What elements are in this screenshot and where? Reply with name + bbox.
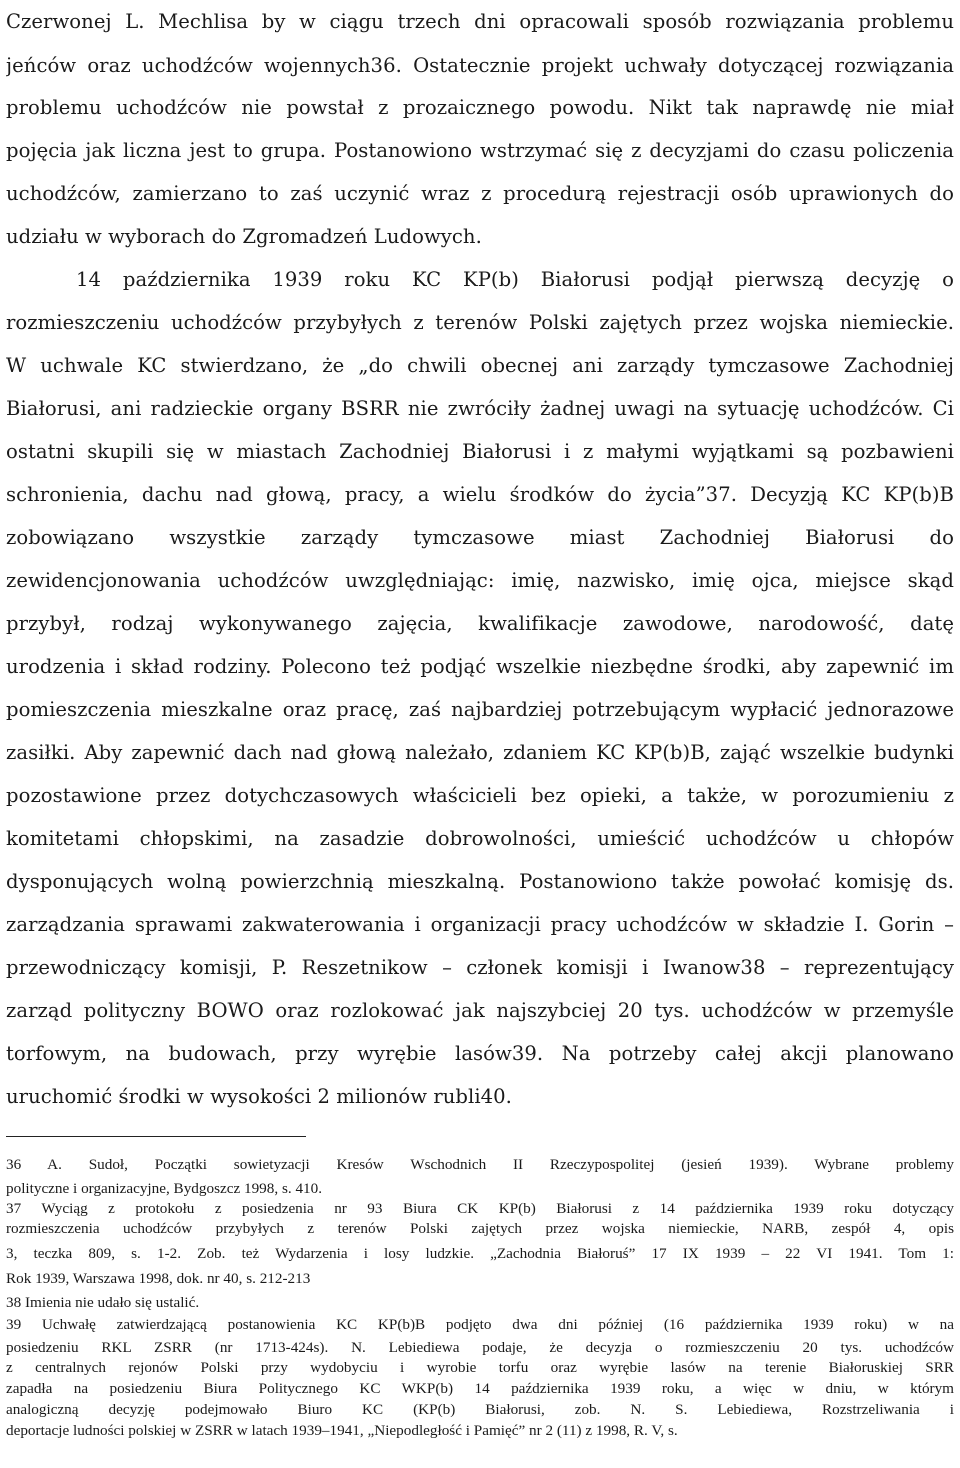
footnote-line: posiedzeniu RKL ZSRR (nr 1713-424s). N. Lebiediewa podaje, że decyzja o rozmieszczeniu 20 tys. uchodźców bbox=[6, 1339, 954, 1356]
body-line: pojęcia jak liczna jest to grupa. Postanowiono wstrzymać się z decyzjami do czasu policzenia bbox=[6, 139, 954, 162]
body-line: problemu uchodźców nie powstał z prozaicznego powodu. Nikt tak naprawdę nie miał bbox=[6, 96, 954, 119]
footnote-line: analogiczną decyzję podejmowało Biuro KC (KP(b) Białorusi, zob. N. S. Lebiediewa, Rozstrzeliwania i bbox=[6, 1401, 954, 1418]
footnote-line: 39 Uchwałę zatwierdzającą postanowienia KC KP(b)B podjęto dwa dni później (16 października 1939 roku) w na bbox=[6, 1316, 954, 1333]
body-line: zarząd polityczny BOWO oraz rozlokować jak najszybciej 20 tys. uchodźców w przemyśle bbox=[6, 999, 954, 1022]
footnote-line: rozmieszczenia uchodźców przybyłych z terenów Polski zajętych przez wojska niemieckie, NARB, zespół 4, opis bbox=[6, 1220, 954, 1237]
body-line: komitetami chłopskimi, na zasadzie dobrowolności, umieścić uchodźców u chłopów bbox=[6, 827, 954, 850]
footnote-line: zapadła na posiedzeniu Biura Politycznego KC WKP(b) 14 października 1939 roku, a więc w dniu, w którym bbox=[6, 1380, 954, 1397]
footnote-line: 3, teczka 809, s. 1-2. Zob. też Wydarzenia i losy ludzkie. „Zachodnia Białoruś” 17 IX 1939 – 22 VI 1941. Tom 1: bbox=[6, 1245, 954, 1262]
body-line: udziału w wyborach do Zgromadzeń Ludowych. bbox=[6, 225, 482, 248]
body-line: dysponujących wolną powierzchnią mieszkalną. Postanowiono także powołać komisję ds. bbox=[6, 870, 954, 893]
footnote-line: polityczne i organizacyjne, Bydgoszcz 1998, s. 410. bbox=[6, 1180, 323, 1197]
body-line: zobowiązano wszystkie zarządy tymczasowe miast Zachodniej Białorusi do bbox=[6, 526, 954, 549]
body-line: pomieszczenia mieszkalne oraz pracę, zaś najbardziej potrzebującym wypłacić jednorazowe bbox=[6, 698, 954, 721]
footnote-line: z centralnych rejonów Polski przy wydobyciu i wyrobie torfu oraz wyrębie lasów na terenie Białoruskiej SRR bbox=[6, 1359, 954, 1376]
body-line: uchodźców, zamierzano to zaś uczynić wraz z procedurą rejestracji osób uprawionych do bbox=[6, 182, 954, 205]
body-line: torfowym, na budowach, przy wyrębie lasów39. Na potrzeby całej akcji planowano bbox=[6, 1042, 954, 1065]
footnote-line: deportacje ludności polskiej w ZSRR w latach 1939–1941, „Niepodległość i Pamięć” nr 2 (11) z 1998, R. V, s. bbox=[6, 1422, 678, 1439]
body-line: urodzenia i skład rodziny. Polecono też podjąć wszelkie niezbędne środki, aby zapewnić im bbox=[6, 655, 954, 678]
body-line: 14 października 1939 roku KC KP(b) Białorusi podjął pierwszą decyzję o bbox=[76, 268, 954, 291]
footnote-separator bbox=[6, 1136, 306, 1137]
body-line: przewodniczący komisji, P. Reszetnikow – członek komisji i Iwanow38 – reprezentujący bbox=[6, 956, 954, 979]
body-line: Białorusi, ani radzieckie organy BSRR nie zwróciły żadnej uwagi na sytuację uchodźców. Ci bbox=[6, 397, 954, 420]
body-line: ostatni skupili się w miastach Zachodniej Białorusi i z małymi wyjątkami są pozbawieni bbox=[6, 440, 954, 463]
footnote-line: 37 Wyciąg z protokołu z posiedzenia nr 93 Biura CK KP(b) Białorusi z 14 października 1939 roku dotyczący bbox=[6, 1200, 954, 1217]
body-line: schronienia, dachu nad głową, pracy, a wielu środków do życia”37. Decyzją KC KP(b)B bbox=[6, 483, 954, 506]
body-line: przybył, rodzaj wykonywanego zajęcia, kwalifikacje zawodowe, narodowość, datę bbox=[6, 612, 954, 635]
footnote-line: 38 Imienia nie udało się ustalić. bbox=[6, 1294, 200, 1311]
body-line: zewidencjonowania uchodźców uwzględniając: imię, nazwisko, imię ojca, miejsce skąd bbox=[6, 569, 954, 592]
body-line: zarządzania sprawami zakwaterowania i organizacji pracy uchodźców w składzie I. Gorin – bbox=[6, 913, 954, 936]
body-line: jeńców oraz uchodźców wojennych36. Ostatecznie projekt uchwały dotyczącej rozwiązania bbox=[6, 54, 954, 77]
body-line: Czerwonej L. Mechlisa by w ciągu trzech dni opracowali sposób rozwiązania problemu bbox=[6, 10, 954, 33]
body-line: W uchwale KC stwierdzano, że „do chwili obecnej ani zarządy tymczasowe Zachodniej bbox=[6, 354, 954, 377]
footnote-line: 36 A. Sudoł, Początki sowietyzacji Kresów Wschodnich II Rzeczypospolitej (jesień 1939). Wybrane problemy bbox=[6, 1156, 954, 1173]
body-line: uruchomić środki w wysokości 2 milionów rubli40. bbox=[6, 1085, 512, 1108]
footnote-line: Rok 1939, Warszawa 1998, dok. nr 40, s. 212-213 bbox=[6, 1270, 311, 1287]
body-line: pozostawione przez dotychczasowych właścicieli bez opieki, a także, w porozumieniu z bbox=[6, 784, 954, 807]
body-line: rozmieszczeniu uchodźców przybyłych z terenów Polski zajętych przez wojska niemieckie. bbox=[6, 311, 954, 334]
body-line: zasiłki. Aby zapewnić dach nad głową należało, zdaniem KC KP(b)B, zająć wszelkie budynki bbox=[6, 741, 954, 764]
